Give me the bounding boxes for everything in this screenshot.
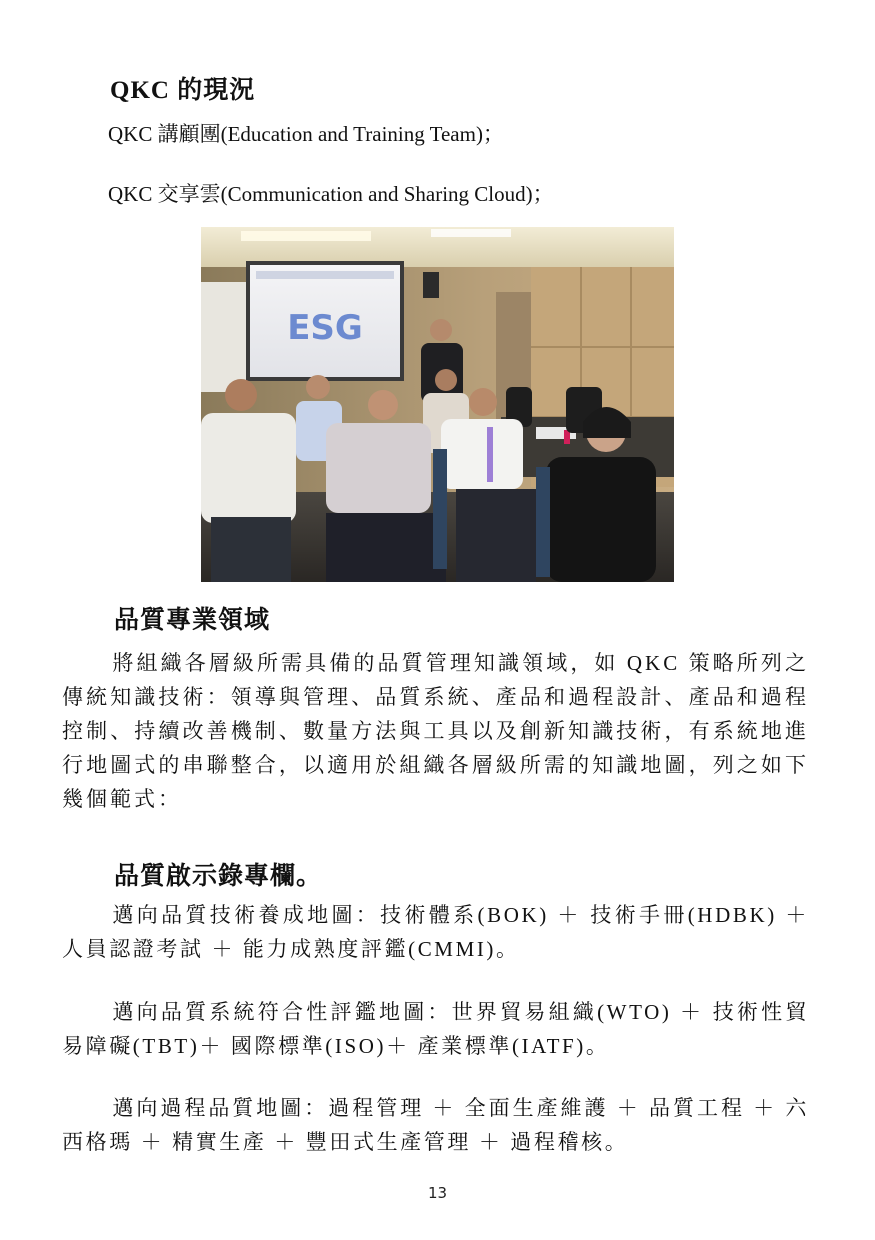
domain-paragraph: 將組織各層級所需具備的品質管理知識領域，如 QKC 策略所列之傳統知識技術：領導與管理、品質系統、產品和過程設計、產品和過程控制、持續改善機制、數量方法與工具以及創新知識技術，有系統地進行地圖式的串聯整合，以適用於組織各層級所需的知識地圖，列之如下幾個範式： bbox=[62, 651, 809, 811]
domain-heading: 品質專業領域 bbox=[114, 607, 271, 634]
group-photo bbox=[201, 227, 674, 582]
revelation-paragraph-technology-map: 邁向品質技術養成地圖：技術體系(BOK) ＋ 技術手冊(HDBK) ＋ 人員認證考試 ＋ 能力成熟度評鑑(CMMI)。 bbox=[62, 903, 809, 961]
status-item-education-team: QKC 講顧團(Education and Training Team)； bbox=[108, 122, 504, 146]
revelation-paragraph-system-map: 邁向品質系統符合性評鑑地圖：世界貿易組織(WTO) ＋ 技術性貿易障礙(TBT)＋ 國際標準(ISO)＋ 產業標準(IATF)。 bbox=[62, 1000, 809, 1058]
status-item-sharing-cloud: QKC 交享雲(Communication and Sharing Cloud)； bbox=[108, 182, 554, 206]
projected-slide-text: ESG bbox=[287, 308, 363, 348]
page-number: 13 bbox=[427, 1184, 448, 1202]
status-heading: QKC 的現況 bbox=[110, 77, 256, 104]
revelation-heading: 品質啟示錄專欄。 bbox=[114, 863, 323, 890]
revelation-paragraph-process-map: 邁向過程品質地圖：過程管理 ＋ 全面生產維護 ＋ 品質工程 ＋ 六西格瑪 ＋ 精實生產 ＋ 豐田式生產管理 ＋ 過程稽核。 bbox=[62, 1096, 809, 1154]
